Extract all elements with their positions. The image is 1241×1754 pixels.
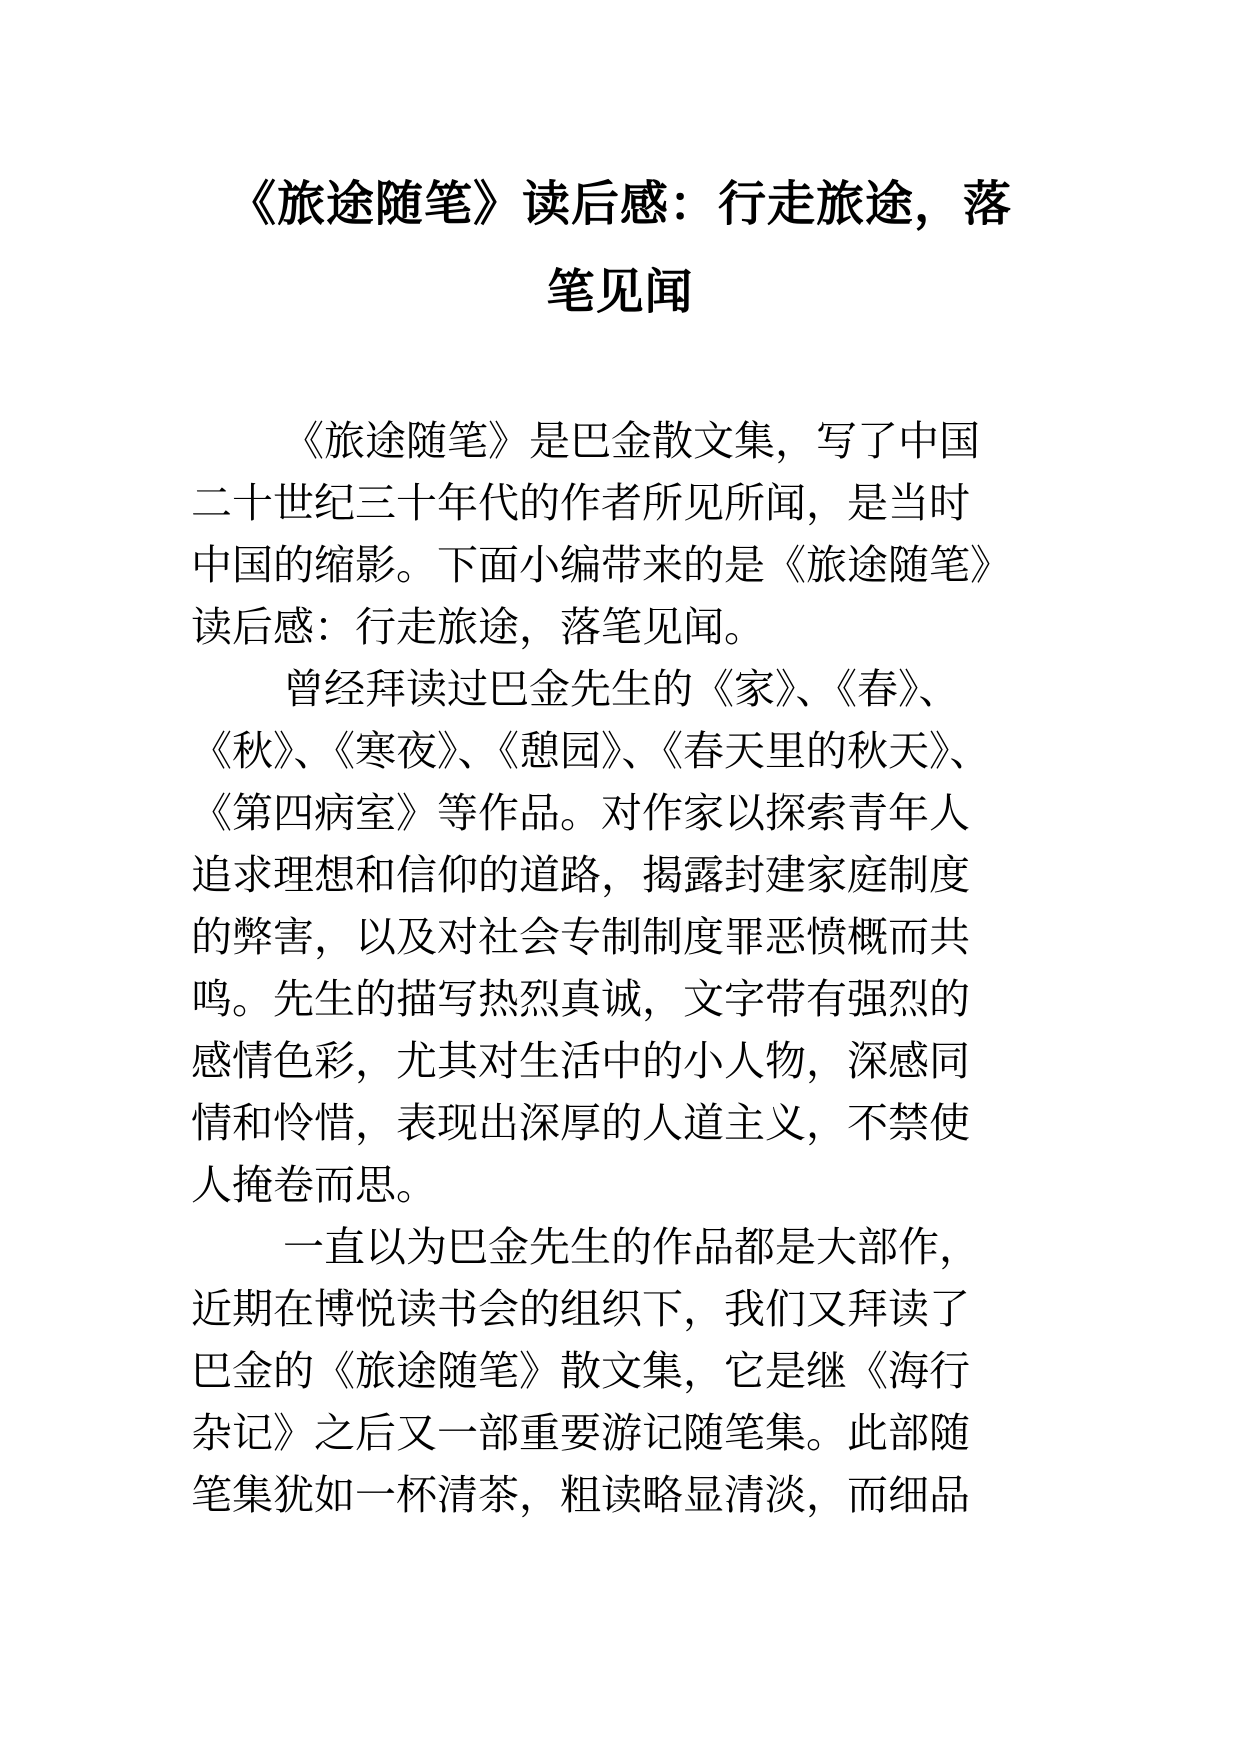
- document-title: [150, 160, 1090, 336]
- text-line: 鸣。先生的描写热烈真诚，文字带有强烈的: [191, 975, 970, 1023]
- text-line: 一直以为巴金先生的作品都是大部作，: [283, 1223, 980, 1271]
- text-line: 曾经拜读过巴金先生的《家》、《春》、: [283, 665, 960, 713]
- text-line: 《第四病室》等作品。对作家以探索青年人: [191, 789, 970, 837]
- text-line: 感情色彩，尤其对生活中的小人物，深感同: [191, 1037, 970, 1085]
- paragraph-2: [191, 658, 1091, 1216]
- text-line: 中国的缩影。下面小编带来的是《旅途随笔》: [191, 541, 1011, 589]
- text-line: 追求理想和信仰的道路，揭露封建家庭制度: [191, 851, 970, 899]
- paragraph-3: [191, 1216, 1091, 1526]
- document-body: [191, 410, 1091, 1526]
- text-line: 巴金的《旅途随笔》散文集，它是继《海行: [191, 1347, 970, 1395]
- title-line-1: 《旅途随笔》读后感：行走旅途，落: [227, 176, 1012, 232]
- text-line: 杂记》之后又一部重要游记随笔集。此部随: [191, 1409, 970, 1457]
- text-line: 二十世纪三十年代的作者所见所闻，是当时: [191, 479, 970, 527]
- text-line: 《秋》、《寒夜》、《憩园》、《春天里的秋天》、: [191, 727, 991, 775]
- text-line: 人掩卷而思。: [191, 1161, 437, 1209]
- paragraph-1: [191, 410, 1091, 658]
- text-line: 情和怜惜，表现出深厚的人道主义，不禁使: [191, 1099, 970, 1147]
- title-line-2: 笔见闻: [546, 264, 694, 320]
- text-line: 笔集犹如一杯清茶，粗读略显清淡，而细品: [191, 1471, 970, 1519]
- text-line: 《旅途随笔》是巴金散文集，写了中国: [283, 417, 980, 465]
- text-line: 读后感：行走旅途，落笔见闻。: [191, 603, 765, 651]
- text-line: 近期在博悦读书会的组织下，我们又拜读了: [191, 1285, 970, 1333]
- text-line: 的弊害，以及对社会专制制度罪恶愤概而共: [191, 913, 970, 961]
